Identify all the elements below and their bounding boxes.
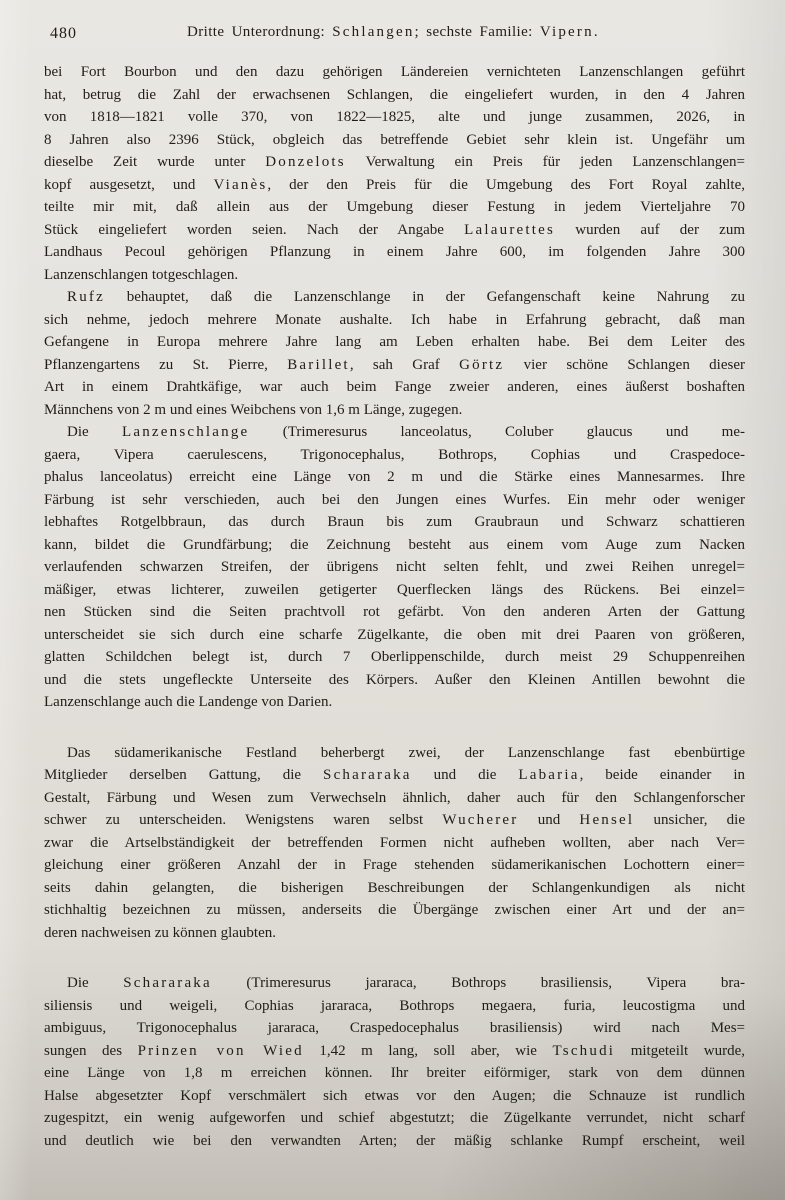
text-segment: ambiguus, Trigonocephalus jararaca, Craspedocephalus brasiliensis) wird nach Mes=: [44, 1020, 745, 1036]
text-line: [44, 151, 745, 174]
text-line: [44, 764, 745, 787]
text-segment: , sah Graf: [349, 356, 460, 373]
emphasized-name: Wucherer: [442, 812, 519, 828]
text-segment: Lanzenschlangen totgeschlagen.: [44, 266, 239, 283]
text-segment: zugespitzt, ein wenig aufgeworfen und schief abgestutzt; die Zügelkante verrundet, nicht scharf: [44, 1110, 745, 1126]
text-segment: deren nachweisen zu können glaubten.: [44, 924, 276, 941]
text-line: [44, 1107, 745, 1130]
text-line: [44, 995, 745, 1018]
text-segment: und die stets ungefleckte Unterseite des Körpers. Außer den Kleinen Antillen bewohnt die: [44, 671, 745, 688]
text-segment: Gefangene in Europa mehrere Jahre lang am Leben erhalten habe. Bei dem Leiter des: [44, 334, 745, 350]
text-line: [44, 742, 745, 765]
emphasized-name: Lalaurettes: [464, 221, 556, 238]
text-segment: , der den Preis für die Umgebung des Fort Royal zahlte,: [267, 176, 745, 193]
running-title: [0, 24, 785, 41]
text-segment: vier schöne Schlangen dieser: [504, 356, 745, 373]
text-segment: sungen des: [44, 1042, 138, 1059]
emphasized-name: Donzelots: [265, 154, 346, 170]
text-block: [44, 61, 745, 1152]
text-line: [44, 646, 745, 669]
text-segment: unsicher, die: [634, 812, 745, 828]
text-segment: Halse abgesetzter Kopf verschmälert sich etwas vor den Augen; die Schnauze ist rundlich: [44, 1087, 745, 1104]
text-segment: bei Fort Bourbon und den dazu gehörigen Ländereien vernichteten Lanzenschlangen geführt: [44, 64, 745, 80]
text-line: [44, 534, 745, 557]
text-segment: Die: [67, 424, 122, 440]
emphasized-name: Hensel: [579, 812, 635, 828]
text-line: [44, 809, 745, 832]
text-line: [44, 832, 745, 855]
text-segment: Männchens von 2 m und eines Weibchens von 1,6 m Länge, zugegen.: [44, 401, 463, 418]
text-line: [44, 444, 745, 467]
text-segment: zwar die Artselbständigkeit der betreffenden Formen nicht aufheben wollten, aber nach Ver=: [44, 834, 745, 851]
text-segment: unterscheidet sie sich durch eine scharfe Zügelkante, die oben mit drei Paaren von größeren,: [44, 626, 745, 643]
text-line: [44, 106, 745, 129]
page-header: [0, 24, 785, 48]
text-line: [44, 511, 745, 534]
text-segment: glatten Schildchen belegt ist, durch 7 Oberlippenschilde, durch meist 29 Schuppenreihen: [44, 649, 745, 665]
text-line: [44, 399, 745, 422]
text-segment: seits dahin gelangten, die bisherigen Beschreibungen der Schlangenkundigen als nicht: [44, 879, 745, 896]
emphasized-name: Görtz: [459, 356, 505, 373]
emphasized-name: Vipern: [539, 24, 594, 40]
text-segment: von 1818—1821 volle 370, von 1822—1825, alte und junge zusammen, 2026, in: [44, 109, 745, 125]
text-segment: mitgeteilt wurde,: [615, 1042, 745, 1059]
text-line: [44, 579, 745, 602]
text-line: [44, 1130, 745, 1153]
text-line: [44, 129, 745, 152]
text-segment: Dritte Unterordnung:: [187, 24, 333, 40]
text-segment: eine Länge von 1,8 m erreichen können. Ihr breiter eiförmiger, stark von dem dünnen: [44, 1065, 745, 1081]
text-segment: Lanzenschlange auch die Landenge von Darien.: [44, 694, 333, 710]
text-line: [44, 309, 745, 332]
text-segment: Das südamerikanische Festland beherbergt zwei, der Lanzenschlange fast ebenbürtige: [67, 744, 745, 761]
text-line: [44, 922, 745, 945]
emphasized-name: Schararaka: [123, 975, 212, 991]
text-segment: Landhaus Pecoul gehörigen Pflanzung in einem Jahre 600, im folgenden Jahre 300: [44, 244, 745, 260]
emphasized-name: Rufz: [67, 289, 105, 305]
text-line: [44, 899, 745, 922]
text-line: [44, 624, 745, 647]
text-line: [44, 1062, 745, 1085]
text-line: [44, 219, 745, 242]
text-segment: siliensis und weigeli, Cophias jararaca, Bothrops megaera, furia, leucostigma und: [44, 997, 745, 1014]
text-segment: Stück eingeliefert worden seien. Nach der Angabe: [44, 221, 465, 238]
text-line: [44, 354, 745, 377]
paragraph: [44, 286, 745, 421]
text-line: [44, 264, 745, 287]
text-segment: gaera, Vipera caerulescens, Trigonocephalus, Bothrops, Cophias und Craspedoce-: [44, 446, 745, 463]
text-line: [44, 1085, 745, 1108]
text-line: [44, 972, 745, 995]
emphasized-name: Labaria: [518, 767, 580, 783]
text-line: [44, 61, 745, 84]
text-segment: verlaufenden schwarzen Streifen, der übrigens nicht selten fehlt, und zwei Reihen unregel=: [44, 559, 745, 575]
text-segment: 8 Jahren also 2396 Stück, obgleich das betreffende Gebiet sehr klein ist. Ungefähr um: [44, 131, 745, 148]
text-segment: Mitglieder derselben Gattung, die: [44, 767, 324, 783]
paragraph: [44, 61, 745, 286]
text-segment: (Trimeresurus jararaca, Bothrops brasiliensis, Vipera bra-: [211, 975, 745, 991]
text-segment: Pflanzengartens zu St. Pierre,: [44, 356, 288, 373]
text-segment: schwer zu unterscheiden. Wenigstens waren selbst: [44, 812, 443, 828]
text-segment: 1,42 m lang, soll aber, wie: [303, 1042, 553, 1059]
text-line: [44, 691, 745, 714]
text-segment: Gestalt, Färbung und Wesen zum Verwechseln ähnlich, daher auch für den Schlangenforscher: [44, 789, 745, 806]
text-line: [44, 376, 745, 399]
text-segment: nen Stücken sind die Seiten prachtvoll rot gefärbt. Von den anderen Arten der Gattung: [44, 604, 745, 620]
emphasized-name: Prinzen von Wied: [137, 1042, 304, 1059]
text-segment: und deutlich wie bei den verwandten Arten; der mäßig schlanke Rumpf erscheint, weil: [44, 1132, 745, 1149]
emphasized-name: Lanzenschlange: [121, 424, 250, 440]
paragraph: [44, 742, 745, 945]
emphasized-name: Barillet: [287, 356, 350, 373]
text-segment: teilte mir mit, daß allein aus der Umgebung dieser Festung in jedem Vierteljahre 70: [44, 199, 745, 215]
text-segment: Verwaltung ein Preis für jeden Lanzenschlangen=: [345, 154, 745, 170]
text-segment: und die: [411, 767, 519, 783]
page-number: 480: [50, 25, 77, 42]
text-segment: und: [518, 812, 580, 828]
text-segment: sich nehme, jedoch mehrere Monate aushalte. Ich habe in Erfahrung gebracht, daß man: [44, 311, 745, 328]
text-line: [44, 669, 745, 692]
emphasized-name: Schararaka: [323, 767, 412, 783]
text-segment: Die: [67, 975, 124, 991]
text-segment: behauptet, daß die Lanzenschlange in der Gefangenschaft keine Nahrung zu: [104, 289, 745, 305]
emphasized-name: Schlangen: [332, 24, 415, 40]
text-segment: phalus lanceolatus) erreicht eine Länge von 2 m und die Stärke eines Mannesarmes. Ihre: [44, 469, 745, 485]
text-segment: .: [593, 24, 598, 40]
text-segment: lebhaftes Rotgelbbraun, das durch Braun bis zum Graubraun und Schwarz schattieren: [44, 514, 745, 530]
text-segment: gleichung einer größeren Anzahl der in Frage stehenden südamerikanischen Lochottern einer=: [44, 857, 745, 873]
paragraph: [44, 421, 745, 714]
text-line: [44, 174, 745, 197]
text-line: [44, 787, 745, 810]
text-segment: wurden auf der zum: [555, 221, 745, 238]
text-segment: hat, betrug die Zahl der erwachsenen Schlangen, die eingeliefert wurden, in den 4 Jahren: [44, 86, 745, 103]
text-segment: (Trimeresurus lanceolatus, Coluber glaucus und me-: [249, 424, 745, 440]
text-line: [44, 1017, 745, 1040]
text-line: [44, 854, 745, 877]
text-segment: dieselbe Zeit wurde unter: [44, 154, 266, 170]
text-line: [44, 1040, 745, 1063]
text-line: [44, 241, 745, 264]
text-segment: Art in einem Drahtkäfige, war auch beim Fange zweier anderen, eines äußerst boshaften: [44, 379, 745, 395]
text-line: [44, 877, 745, 900]
text-line: [44, 466, 745, 489]
text-line: [44, 489, 745, 512]
text-line: [44, 196, 745, 219]
text-segment: Färbung ist sehr verschieden, auch bei den Jungen eines Wurfes. Ein mehr oder weniger: [44, 491, 745, 508]
text-line: [44, 286, 745, 309]
text-line: [44, 421, 745, 444]
text-segment: ; sechste Familie:: [414, 24, 540, 40]
text-line: [44, 331, 745, 354]
text-line: [44, 84, 745, 107]
text-segment: mäßiger, etwas lichterer, zuweilen getigerter Querflecken längs des Rückens. Bei einzel=: [44, 581, 745, 598]
text-segment: stichhaltig bezeichnen zu müssen, anderseits die Übergänge zwischen einer Art und der an=: [44, 902, 745, 918]
text-segment: , beide einander in: [579, 767, 745, 783]
emphasized-name: Vianès: [213, 176, 268, 193]
emphasized-name: Tschudi: [552, 1042, 616, 1059]
text-segment: kopf ausgesetzt, und: [44, 176, 214, 193]
text-line: [44, 556, 745, 579]
text-line: [44, 601, 745, 624]
paragraph: [44, 972, 745, 1152]
text-segment: kann, bildet die Grundfärbung; die Zeichnung besteht aus einem vom Auge zum Nacken: [44, 536, 745, 553]
